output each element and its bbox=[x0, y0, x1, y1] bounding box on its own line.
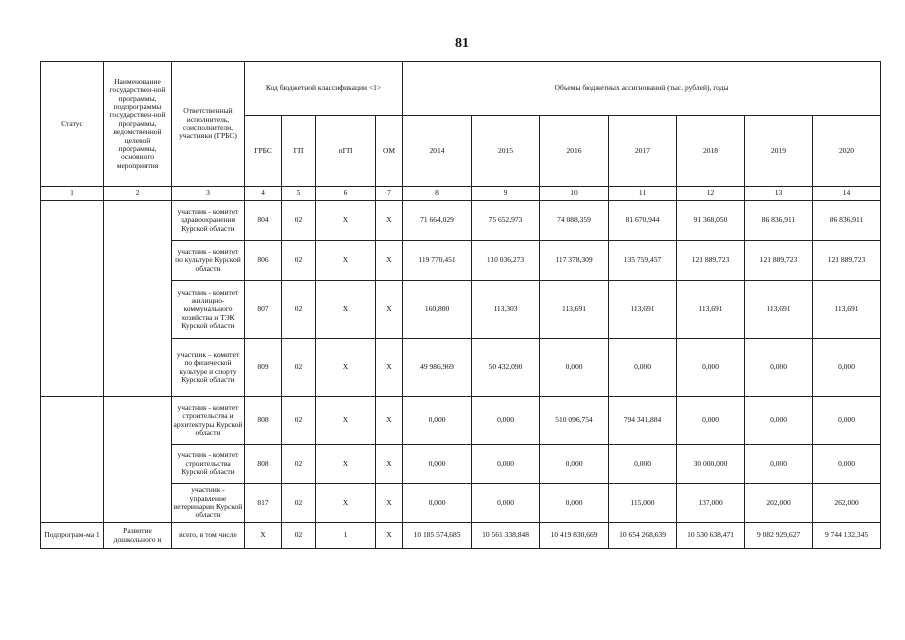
amount-cell: 10 561 338,848 bbox=[472, 523, 540, 549]
amount-cell: 30 000,000 bbox=[677, 445, 745, 484]
amount-cell: 0,000 bbox=[745, 339, 813, 397]
grbs-cell: 809 bbox=[245, 339, 282, 397]
executor-cell: участник - комитет строительства и архитектуры Курской области bbox=[172, 397, 245, 445]
amount-cell: 10 654 268,639 bbox=[609, 523, 677, 549]
amount-cell: 86 836,911 bbox=[813, 201, 881, 241]
gp-cell: 02 bbox=[282, 397, 316, 445]
om-cell: X bbox=[376, 523, 403, 549]
status-cell bbox=[41, 201, 104, 397]
pgp-cell: 1 bbox=[316, 523, 376, 549]
table-row bbox=[41, 523, 881, 549]
amount-cell: 74 088,359 bbox=[540, 201, 609, 241]
amount-cell: 794 341,884 bbox=[609, 397, 677, 445]
om-cell: X bbox=[376, 484, 403, 523]
header-pgp: пГП bbox=[316, 116, 376, 187]
amount-cell: 71 664,029 bbox=[403, 201, 472, 241]
column-number: 10 bbox=[540, 187, 609, 201]
table-row bbox=[41, 201, 881, 241]
grbs-cell: 804 bbox=[245, 201, 282, 241]
budget-table bbox=[40, 61, 881, 549]
header-year: 2019 bbox=[745, 116, 813, 187]
header-gp: ГП bbox=[282, 116, 316, 187]
amount-cell: 113,691 bbox=[609, 281, 677, 339]
column-number: 7 bbox=[376, 187, 403, 201]
column-number: 9 bbox=[472, 187, 540, 201]
amount-cell: 510 096,754 bbox=[540, 397, 609, 445]
header-year: 2018 bbox=[677, 116, 745, 187]
column-number: 5 bbox=[282, 187, 316, 201]
gp-cell: 02 bbox=[282, 201, 316, 241]
header-name: Наименование государствен-ной программы, подпрограммы государствен-ной программы, ведомственной целевой программы, основного мероприятия bbox=[104, 62, 172, 187]
amount-cell: 86 836,911 bbox=[745, 201, 813, 241]
amount-cell: 0,000 bbox=[540, 445, 609, 484]
amount-cell: 0,000 bbox=[472, 484, 540, 523]
status-cell: Подпрограм-ма 1 bbox=[41, 523, 104, 549]
gp-cell: 02 bbox=[282, 523, 316, 549]
amount-cell: 121 889,723 bbox=[813, 241, 881, 281]
amount-cell: 135 759,457 bbox=[609, 241, 677, 281]
amount-cell: 0,000 bbox=[745, 445, 813, 484]
amount-cell: 113,691 bbox=[745, 281, 813, 339]
pgp-cell: X bbox=[316, 445, 376, 484]
grbs-cell: 807 bbox=[245, 281, 282, 339]
amount-cell: 50 432,090 bbox=[472, 339, 540, 397]
amount-cell: 10 185 574,685 bbox=[403, 523, 472, 549]
amount-cell: 202,000 bbox=[745, 484, 813, 523]
amount-cell: 0,000 bbox=[403, 484, 472, 523]
amount-cell: 113,691 bbox=[677, 281, 745, 339]
gp-cell: 02 bbox=[282, 241, 316, 281]
amount-cell: 0,000 bbox=[403, 445, 472, 484]
executor-cell: участник - комитет жилищно-коммунального хозяйства и ТЭК Курской области bbox=[172, 281, 245, 339]
program-name-cell: Развитие дошкольного и bbox=[104, 523, 172, 549]
pgp-cell: X bbox=[316, 281, 376, 339]
amount-cell: 9 082 929,627 bbox=[745, 523, 813, 549]
header-year: 2017 bbox=[609, 116, 677, 187]
pgp-cell: X bbox=[316, 484, 376, 523]
pgp-cell: X bbox=[316, 397, 376, 445]
column-number: 1 bbox=[41, 187, 104, 201]
amount-cell: 0,000 bbox=[540, 484, 609, 523]
amount-cell: 0,000 bbox=[677, 397, 745, 445]
amount-cell: 117 378,309 bbox=[540, 241, 609, 281]
amount-cell: 75 652,973 bbox=[472, 201, 540, 241]
grbs-cell: 817 bbox=[245, 484, 282, 523]
gp-cell: 02 bbox=[282, 445, 316, 484]
column-number: 13 bbox=[745, 187, 813, 201]
amount-cell: 0,000 bbox=[813, 445, 881, 484]
grbs-cell: 808 bbox=[245, 397, 282, 445]
program-name-cell bbox=[104, 201, 172, 397]
amount-cell: 81 670,944 bbox=[609, 201, 677, 241]
amount-cell: 91 368,050 bbox=[677, 201, 745, 241]
gp-cell: 02 bbox=[282, 339, 316, 397]
amount-cell: 160,800 bbox=[403, 281, 472, 339]
page-number: 81 bbox=[455, 36, 469, 51]
executor-cell: участник – комитет по физической культуре и спорту Курской области bbox=[172, 339, 245, 397]
amount-cell: 119 770,451 bbox=[403, 241, 472, 281]
amount-cell: 0,000 bbox=[472, 397, 540, 445]
executor-cell: участник - управление ветеринарии Курской области bbox=[172, 484, 245, 523]
pgp-cell: X bbox=[316, 339, 376, 397]
amount-cell: 0,000 bbox=[540, 339, 609, 397]
gp-cell: 02 bbox=[282, 484, 316, 523]
grbs-cell: 808 bbox=[245, 445, 282, 484]
column-number: 6 bbox=[316, 187, 376, 201]
header-year: 2020 bbox=[813, 116, 881, 187]
om-cell: X bbox=[376, 201, 403, 241]
amount-cell: 0,000 bbox=[677, 339, 745, 397]
om-cell: X bbox=[376, 241, 403, 281]
amount-cell: 121 889,723 bbox=[677, 241, 745, 281]
amount-cell: 0,000 bbox=[609, 339, 677, 397]
header-year: 2015 bbox=[472, 116, 540, 187]
om-cell: X bbox=[376, 339, 403, 397]
header-om: ОМ bbox=[376, 116, 403, 187]
status-cell bbox=[41, 397, 104, 523]
amount-cell: 137,000 bbox=[677, 484, 745, 523]
column-number: 8 bbox=[403, 187, 472, 201]
executor-cell: участник - комитет здравоохранения Курской области bbox=[172, 201, 245, 241]
amount-cell: 0,000 bbox=[472, 445, 540, 484]
header-grbs: ГРБС bbox=[245, 116, 282, 187]
gp-cell: 02 bbox=[282, 281, 316, 339]
header-year: 2016 bbox=[540, 116, 609, 187]
amount-cell: 262,000 bbox=[813, 484, 881, 523]
amount-cell: 113,691 bbox=[813, 281, 881, 339]
executor-cell: участник - комитет по культуре Курской области bbox=[172, 241, 245, 281]
executor-cell: участник - комитет строительства Курской области bbox=[172, 445, 245, 484]
header-year: 2014 bbox=[403, 116, 472, 187]
amount-cell: 0,000 bbox=[745, 397, 813, 445]
amount-cell: 113,303 bbox=[472, 281, 540, 339]
amount-cell: 121 889,723 bbox=[745, 241, 813, 281]
pgp-cell: X bbox=[316, 241, 376, 281]
header-kbk: Код бюджетной классификации <1> bbox=[245, 62, 403, 116]
column-number: 12 bbox=[677, 187, 745, 201]
grbs-cell: X bbox=[245, 523, 282, 549]
column-number: 11 bbox=[609, 187, 677, 201]
table-row bbox=[41, 397, 881, 445]
program-name-cell bbox=[104, 397, 172, 523]
amount-cell: 10 530 638,471 bbox=[677, 523, 745, 549]
om-cell: X bbox=[376, 281, 403, 339]
grbs-cell: 806 bbox=[245, 241, 282, 281]
amount-cell: 110 036,273 bbox=[472, 241, 540, 281]
amount-cell: 115,000 bbox=[609, 484, 677, 523]
amount-cell: 0,000 bbox=[813, 397, 881, 445]
header-executor: Ответственный исполнитель, соисполнители, участники (ГРБС) bbox=[172, 62, 245, 187]
header-volumes: Объемы бюджетных ассигнований (тыс. рублей), годы bbox=[403, 62, 881, 116]
amount-cell: 113,691 bbox=[540, 281, 609, 339]
om-cell: X bbox=[376, 445, 403, 484]
column-number: 14 bbox=[813, 187, 881, 201]
amount-cell: 0,000 bbox=[609, 445, 677, 484]
amount-cell: 9 744 132,345 bbox=[813, 523, 881, 549]
amount-cell: 0,000 bbox=[403, 397, 472, 445]
om-cell: X bbox=[376, 397, 403, 445]
executor-cell: всего, в том числе bbox=[172, 523, 245, 549]
amount-cell: 10 419 830,669 bbox=[540, 523, 609, 549]
column-number-row bbox=[41, 187, 881, 201]
amount-cell: 0,000 bbox=[813, 339, 881, 397]
column-number: 2 bbox=[104, 187, 172, 201]
pgp-cell: X bbox=[316, 201, 376, 241]
header-status: Статус bbox=[41, 62, 104, 187]
column-number: 4 bbox=[245, 187, 282, 201]
column-number: 3 bbox=[172, 187, 245, 201]
amount-cell: 49 986,969 bbox=[403, 339, 472, 397]
